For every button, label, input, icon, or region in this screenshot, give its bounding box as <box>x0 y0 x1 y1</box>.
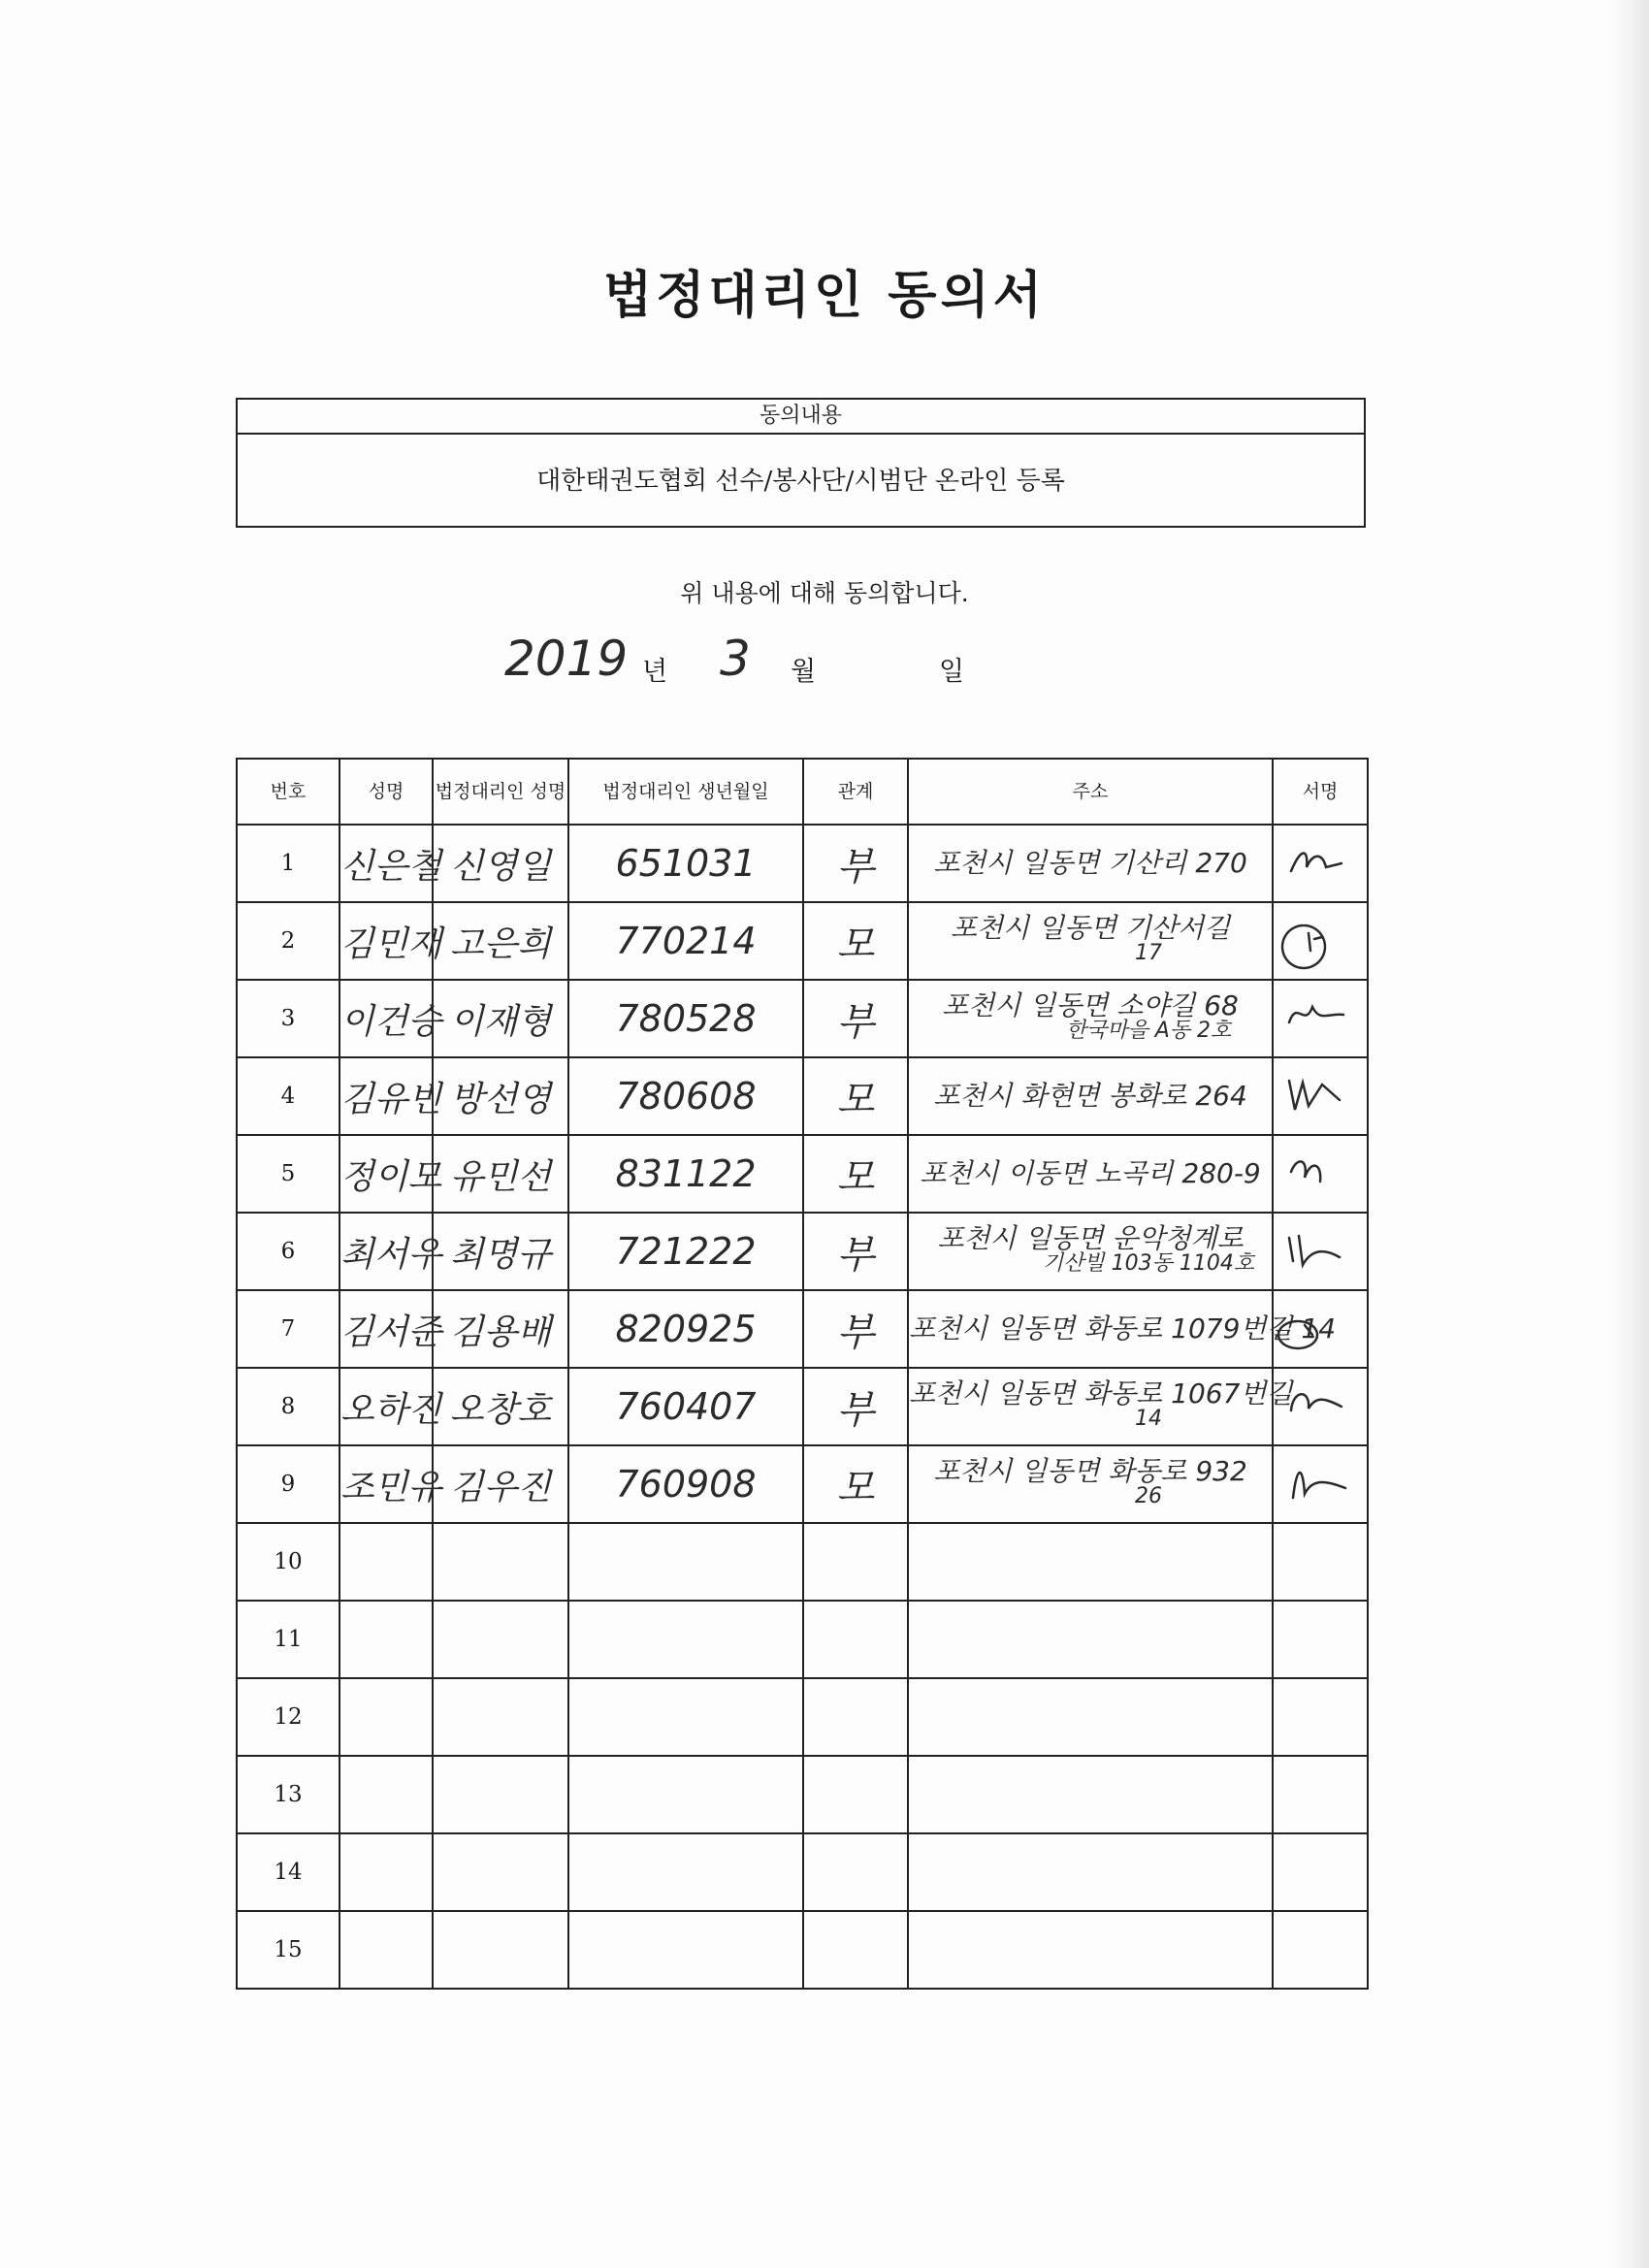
cell-address <box>908 1833 1273 1911</box>
cell-no: 6 <box>237 1213 340 1290</box>
cell-address <box>908 1678 1273 1756</box>
header-guardian-birth: 법정대리인 생년월일 <box>568 759 803 825</box>
table-row <box>237 1911 1368 1989</box>
cell-no: 3 <box>237 980 340 1057</box>
cell-guardian-name: 유민선 <box>433 1135 568 1213</box>
address-main: 포천시 일동면 기산리 270 <box>933 847 1247 879</box>
table-row <box>237 1057 1368 1135</box>
handwritten-signature <box>1283 1149 1357 1199</box>
handwritten-signature <box>1283 838 1357 889</box>
cell-guardian-name <box>433 1601 568 1678</box>
handwritten-signature <box>1283 916 1357 966</box>
header-guardian-name: 법정대리인 성명 <box>433 759 568 825</box>
cell-guardian-birth: 651031 <box>568 825 803 902</box>
cell-address <box>908 902 1273 980</box>
cell-guardian-birth: 760908 <box>568 1445 803 1523</box>
address-extra: 26 <box>1135 1484 1162 1508</box>
cell-guardian-name <box>433 1523 568 1601</box>
consent-box <box>236 398 1366 528</box>
cell-relation: 부 <box>803 1368 908 1445</box>
cell-no: 5 <box>237 1135 340 1213</box>
cell-relation <box>803 1601 908 1678</box>
table-row <box>237 1756 1368 1833</box>
header-relation: 관계 <box>803 759 908 825</box>
cell-guardian-name: 오창호 <box>433 1368 568 1445</box>
cell-guardian-birth <box>568 1833 803 1911</box>
address-main: 포천시 일동면 화동로 1079번길 14 <box>909 1312 1337 1345</box>
handwritten-signature <box>1283 1381 1357 1432</box>
handwritten-signature <box>1283 1459 1357 1509</box>
cell-signature <box>1273 1523 1368 1601</box>
table-header-row <box>237 759 1368 825</box>
cell-address <box>908 825 1273 902</box>
table-row <box>237 1445 1368 1523</box>
scan-edge-shadow <box>1610 0 1649 2268</box>
table-row <box>237 1290 1368 1368</box>
table-row <box>237 1135 1368 1213</box>
consent-body: 대한태권도협회 선수/봉사단/시범단 온라인 등록 <box>536 467 1065 496</box>
cell-guardian-birth <box>568 1678 803 1756</box>
handwritten-signature <box>1283 1071 1357 1121</box>
date-year-label: 년 <box>642 657 668 687</box>
cell-no: 13 <box>237 1756 340 1833</box>
cell-guardian-name: 김용배 <box>433 1290 568 1368</box>
signature-stroke <box>1289 1007 1343 1022</box>
cell-name <box>340 1911 433 1989</box>
address-main: 포천시 일동면 화동로 1067번길 <box>909 1377 1293 1409</box>
cell-guardian-birth <box>568 1911 803 1989</box>
cell-name: 최서우 <box>340 1213 433 1290</box>
cell-relation: 모 <box>803 1057 908 1135</box>
cell-address <box>908 1445 1273 1523</box>
cell-guardian-name <box>433 1756 568 1833</box>
cell-name: 이건승 <box>340 980 433 1057</box>
signature-stroke <box>1293 1473 1345 1498</box>
cell-signature <box>1273 1601 1368 1678</box>
cell-guardian-birth <box>568 1601 803 1678</box>
address-main: 포천시 일동면 기산서길 <box>950 912 1231 944</box>
cell-name: 조민유 <box>340 1445 433 1523</box>
table-row <box>237 1833 1368 1911</box>
cell-name: 김유빈 <box>340 1057 433 1135</box>
cell-signature <box>1273 1057 1368 1135</box>
cell-name: 정이모 <box>340 1135 433 1213</box>
address-main: 포천시 일동면 운악청계로 <box>937 1222 1244 1254</box>
cell-signature <box>1273 1135 1368 1213</box>
guardian-consent-table <box>236 758 1369 1990</box>
cell-signature <box>1273 1678 1368 1756</box>
cell-no: 2 <box>237 902 340 980</box>
cell-address <box>908 1911 1273 1989</box>
cell-name: 신은철 <box>340 825 433 902</box>
cell-no: 15 <box>237 1911 340 1989</box>
cell-guardian-name <box>433 1678 568 1756</box>
cell-address <box>908 1601 1273 1678</box>
table-row <box>237 902 1368 980</box>
document-title: 법정대리인 동의서 <box>603 266 1046 325</box>
cell-relation <box>803 1911 908 1989</box>
cell-guardian-name: 고은희 <box>433 902 568 980</box>
cell-relation <box>803 1678 908 1756</box>
address-extra: 17 <box>1135 941 1162 965</box>
cell-address <box>908 1057 1273 1135</box>
cell-guardian-name <box>433 1911 568 1989</box>
handwritten-signature <box>1283 1226 1357 1277</box>
cell-no: 4 <box>237 1057 340 1135</box>
signature-stroke <box>1282 925 1325 968</box>
signature-stroke <box>1291 1394 1342 1410</box>
table-row <box>237 1213 1368 1290</box>
cell-signature <box>1273 1213 1368 1290</box>
cell-address <box>908 1290 1337 1368</box>
cell-relation: 부 <box>803 980 908 1057</box>
cell-relation: 모 <box>803 902 908 980</box>
table-row <box>237 980 1368 1057</box>
cell-signature <box>1273 1756 1368 1833</box>
cell-guardian-name: 김우진 <box>433 1445 568 1523</box>
cell-no: 11 <box>237 1601 340 1678</box>
address-extra: 한국마을 A동 2호 <box>1065 1019 1232 1043</box>
cell-name <box>340 1523 433 1601</box>
cell-signature <box>1273 825 1368 902</box>
cell-guardian-name <box>433 1833 568 1911</box>
cell-guardian-birth: 831122 <box>568 1135 803 1213</box>
cell-guardian-birth: 760407 <box>568 1368 803 1445</box>
cell-signature <box>1273 1911 1368 1989</box>
cell-signature <box>1273 1833 1368 1911</box>
address-main: 포천시 일동면 소야길 68 <box>942 989 1239 1021</box>
cell-name: 김민재 <box>340 902 433 980</box>
address-main: 포천시 이동면 노곡리 280-9 <box>920 1157 1261 1189</box>
cell-no: 9 <box>237 1445 340 1523</box>
table-row <box>237 1601 1368 1678</box>
cell-name <box>340 1601 433 1678</box>
cell-name: 오하진 <box>340 1368 433 1445</box>
cell-no: 10 <box>237 1523 340 1601</box>
cell-guardian-birth: 780528 <box>568 980 803 1057</box>
agree-statement: 위 내용에 대해 동의합니다. <box>680 579 969 607</box>
cell-guardian-birth <box>568 1523 803 1601</box>
cell-no: 14 <box>237 1833 340 1911</box>
cell-relation: 부 <box>803 825 908 902</box>
cell-signature <box>1273 1445 1368 1523</box>
cell-no: 8 <box>237 1368 340 1445</box>
table-row <box>237 825 1368 902</box>
cell-relation: 부 <box>803 1290 908 1368</box>
cell-name <box>340 1833 433 1911</box>
cell-relation: 모 <box>803 1135 908 1213</box>
cell-guardian-birth: 820925 <box>568 1290 803 1368</box>
signature-stroke <box>1291 1161 1320 1182</box>
address-main: 포천시 화현면 봉화로 264 <box>933 1080 1247 1112</box>
table-row <box>237 1368 1368 1445</box>
cell-address <box>908 1523 1273 1601</box>
header-name: 성명 <box>340 759 433 825</box>
cell-relation <box>803 1756 908 1833</box>
date-month-label: 월 <box>791 657 817 687</box>
cell-address <box>908 1368 1293 1445</box>
cell-guardian-birth: 770214 <box>568 902 803 980</box>
cell-name <box>340 1678 433 1756</box>
cell-guardian-name: 이재형 <box>433 980 568 1057</box>
cell-address <box>908 1213 1273 1290</box>
signature-stroke <box>1289 1236 1340 1265</box>
table-row <box>237 1523 1368 1601</box>
cell-signature <box>1273 902 1368 980</box>
address-extra: 14 <box>1135 1407 1162 1431</box>
cell-guardian-birth: 780608 <box>568 1057 803 1135</box>
cell-address <box>908 1756 1273 1833</box>
cell-guardian-name: 신영일 <box>433 825 568 902</box>
header-address: 주소 <box>908 759 1273 825</box>
cell-no: 1 <box>237 825 340 902</box>
cell-relation: 모 <box>803 1445 908 1523</box>
signature-stroke <box>1291 853 1342 871</box>
cell-signature <box>1273 980 1368 1057</box>
cell-address <box>908 980 1273 1057</box>
consent-header: 동의내용 <box>238 400 1364 435</box>
cell-guardian-name: 방선영 <box>433 1057 568 1135</box>
address-extra: 기산빌 103동 1104호 <box>1042 1251 1255 1276</box>
cell-address <box>908 1135 1273 1213</box>
cell-relation <box>803 1833 908 1911</box>
cell-relation: 부 <box>803 1213 908 1290</box>
table-row <box>237 1678 1368 1756</box>
handwritten-signature <box>1283 993 1357 1044</box>
cell-guardian-name: 최명규 <box>433 1213 568 1290</box>
cell-guardian-birth <box>568 1756 803 1833</box>
address-main: 포천시 일동면 화동로 932 <box>933 1455 1247 1487</box>
cell-relation <box>803 1523 908 1601</box>
cell-guardian-birth: 721222 <box>568 1213 803 1290</box>
signature-stroke <box>1289 1081 1340 1110</box>
header-signature: 서명 <box>1273 759 1368 825</box>
cell-no: 12 <box>237 1678 340 1756</box>
header-no: 번호 <box>237 759 340 825</box>
cell-name <box>340 1756 433 1833</box>
date-month-handwritten: 3 <box>720 631 751 687</box>
date-day-label: 일 <box>939 657 965 687</box>
cell-name: 김서준 <box>340 1290 433 1368</box>
cell-no: 7 <box>237 1290 340 1368</box>
date-year-handwritten: 2019 <box>504 631 629 687</box>
